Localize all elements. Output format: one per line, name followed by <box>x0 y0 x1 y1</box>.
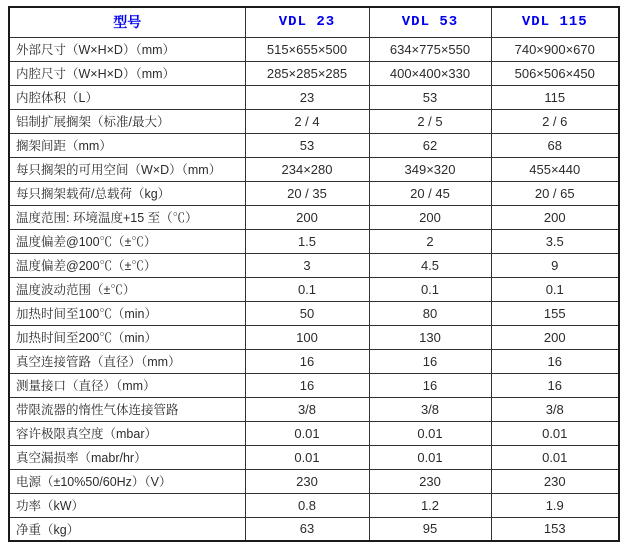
value-cell: 455×440 <box>491 157 619 181</box>
value-cell: 200 <box>491 205 619 229</box>
value-cell: 20 / 35 <box>245 181 369 205</box>
row-label-cell: 搁架间距（mm） <box>9 133 245 157</box>
value-cell: 68 <box>491 133 619 157</box>
value-cell: 0.01 <box>491 421 619 445</box>
value-cell: 0.1 <box>491 277 619 301</box>
row-label-cell: 带限流器的惰性气体连接管路 <box>9 397 245 421</box>
row-label-cell: 温度偏差@100℃（±℃） <box>9 229 245 253</box>
spec-sheet <box>8 6 620 542</box>
value-cell: 740×900×670 <box>491 37 619 61</box>
value-cell: 50 <box>245 301 369 325</box>
value-cell: 230 <box>491 469 619 493</box>
value-cell: 200 <box>369 205 491 229</box>
model-header-cell: 型号 <box>9 7 245 37</box>
table-row <box>9 253 619 277</box>
value-cell: 400×400×330 <box>369 61 491 85</box>
value-cell: 200 <box>245 205 369 229</box>
table-row <box>9 397 619 421</box>
value-cell: 1.2 <box>369 493 491 517</box>
value-cell: 349×320 <box>369 157 491 181</box>
value-cell: 230 <box>245 469 369 493</box>
row-label-cell: 加热时间至200℃（min） <box>9 325 245 349</box>
value-cell: 153 <box>491 517 619 541</box>
table-row <box>9 325 619 349</box>
value-cell: 2 <box>369 229 491 253</box>
table-row <box>9 181 619 205</box>
table-row <box>9 157 619 181</box>
value-cell: 0.8 <box>245 493 369 517</box>
row-label-cell: 加热时间至100℃（min） <box>9 301 245 325</box>
row-label-cell: 内腔尺寸（W×H×D）（mm） <box>9 61 245 85</box>
value-cell: 0.01 <box>491 445 619 469</box>
value-cell: 20 / 65 <box>491 181 619 205</box>
table-row <box>9 205 619 229</box>
row-label-cell: 真空漏损率（mabr/hr） <box>9 445 245 469</box>
row-label-cell: 功率（kW） <box>9 493 245 517</box>
table-row <box>9 493 619 517</box>
value-cell: 200 <box>491 325 619 349</box>
row-label-cell: 净重（kg） <box>9 517 245 541</box>
value-cell: 155 <box>491 301 619 325</box>
value-cell: 115 <box>491 85 619 109</box>
value-cell: 3/8 <box>369 397 491 421</box>
row-label-cell: 铝制扩展搁架（标准/最大） <box>9 109 245 133</box>
value-cell: 20 / 45 <box>369 181 491 205</box>
value-cell: 234×280 <box>245 157 369 181</box>
value-cell: 16 <box>491 373 619 397</box>
table-row <box>9 229 619 253</box>
value-cell: 9 <box>491 253 619 277</box>
value-cell: 100 <box>245 325 369 349</box>
value-cell: 80 <box>369 301 491 325</box>
table-row <box>9 445 619 469</box>
row-label-cell: 外部尺寸（W×H×D）（mm） <box>9 37 245 61</box>
value-cell: 3 <box>245 253 369 277</box>
table-row <box>9 349 619 373</box>
table-row <box>9 421 619 445</box>
header-row <box>9 7 619 37</box>
value-cell: 2 / 5 <box>369 109 491 133</box>
column-header-vdl53: VDL 53 <box>369 7 491 37</box>
value-cell: 634×775×550 <box>369 37 491 61</box>
value-cell: 230 <box>369 469 491 493</box>
row-label-cell: 电源（±10%50/60Hz）（V） <box>9 469 245 493</box>
value-cell: 1.5 <box>245 229 369 253</box>
row-label-cell: 内腔体积（L） <box>9 85 245 109</box>
table-row <box>9 373 619 397</box>
value-cell: 3/8 <box>491 397 619 421</box>
value-cell: 16 <box>245 373 369 397</box>
spec-table-body <box>9 37 619 541</box>
value-cell: 1.9 <box>491 493 619 517</box>
table-row <box>9 277 619 301</box>
value-cell: 285×285×285 <box>245 61 369 85</box>
row-label-cell: 温度偏差@200℃（±℃） <box>9 253 245 277</box>
column-header-vdl23: VDL 23 <box>245 7 369 37</box>
table-row <box>9 133 619 157</box>
value-cell: 16 <box>245 349 369 373</box>
value-cell: 95 <box>369 517 491 541</box>
value-cell: 3/8 <box>245 397 369 421</box>
value-cell: 0.1 <box>245 277 369 301</box>
row-label-cell: 温度波动范围（±℃） <box>9 277 245 301</box>
value-cell: 0.01 <box>369 445 491 469</box>
value-cell: 63 <box>245 517 369 541</box>
value-cell: 0.01 <box>369 421 491 445</box>
value-cell: 4.5 <box>369 253 491 277</box>
table-row <box>9 37 619 61</box>
value-cell: 0.01 <box>245 421 369 445</box>
row-label-cell: 温度范围: 环境温度+15 至（℃） <box>9 205 245 229</box>
table-row <box>9 469 619 493</box>
value-cell: 3.5 <box>491 229 619 253</box>
value-cell: 2 / 6 <box>491 109 619 133</box>
value-cell: 53 <box>245 133 369 157</box>
value-cell: 23 <box>245 85 369 109</box>
table-row <box>9 85 619 109</box>
table-row <box>9 61 619 85</box>
table-row <box>9 301 619 325</box>
row-label-cell: 容许极限真空度（mbar） <box>9 421 245 445</box>
value-cell: 62 <box>369 133 491 157</box>
value-cell: 16 <box>369 349 491 373</box>
value-cell: 53 <box>369 85 491 109</box>
value-cell: 0.1 <box>369 277 491 301</box>
value-cell: 506×506×450 <box>491 61 619 85</box>
row-label-cell: 每只搁架的可用空间（W×D）（mm） <box>9 157 245 181</box>
value-cell: 0.01 <box>245 445 369 469</box>
table-row <box>9 109 619 133</box>
row-label-cell: 真空连接管路（直径）（mm） <box>9 349 245 373</box>
value-cell: 130 <box>369 325 491 349</box>
value-cell: 16 <box>369 373 491 397</box>
value-cell: 515×655×500 <box>245 37 369 61</box>
spec-table <box>8 6 620 542</box>
table-row <box>9 517 619 541</box>
value-cell: 16 <box>491 349 619 373</box>
row-label-cell: 每只搁架载荷/总载荷（kg） <box>9 181 245 205</box>
column-header-vdl115: VDL 115 <box>491 7 619 37</box>
value-cell: 2 / 4 <box>245 109 369 133</box>
row-label-cell: 测量接口（直径）（mm） <box>9 373 245 397</box>
